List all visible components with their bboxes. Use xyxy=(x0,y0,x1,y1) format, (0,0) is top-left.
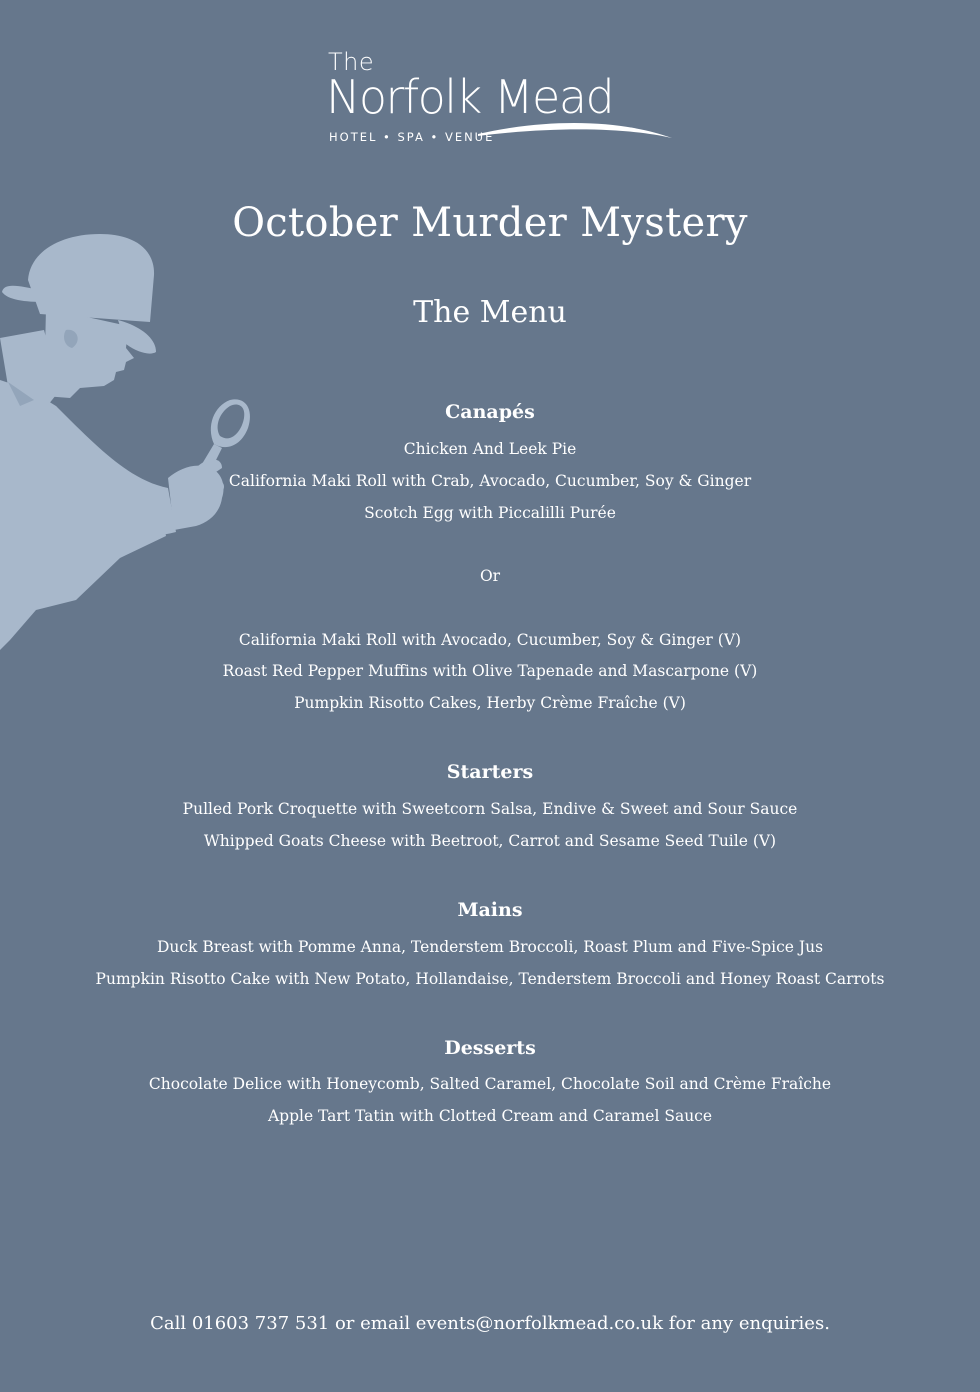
mains-heading: Mains xyxy=(457,899,523,921)
menu-item: Roast Red Pepper Muffins with Olive Tapenade and Mascarpone (V) xyxy=(222,662,758,680)
menu-item: Chocolate Delice with Honeycomb, Salted Caramel, Chocolate Soil and Crème Fraîche xyxy=(148,1075,832,1093)
desserts-heading: Desserts xyxy=(444,1037,536,1059)
menu-item: Pumpkin Risotto Cakes, Herby Crème Fraîche (V) xyxy=(294,694,686,712)
menu-item: California Maki Roll with Avocado, Cucumber, Soy & Ginger (V) xyxy=(238,631,742,649)
starters-heading: Starters xyxy=(446,761,534,783)
menu-item: Pulled Pork Croquette with Sweetcorn Salsa, Endive & Sweet and Sour Sauce xyxy=(182,800,798,818)
page-title: October Murder Mystery xyxy=(232,200,748,246)
menu-item: Chicken And Leek Pie xyxy=(403,440,577,458)
menu-item: Scotch Egg with Piccalilli Purée xyxy=(364,504,616,522)
menu-item: Duck Breast with Pomme Anna, Tenderstem Broccoli, Roast Plum and Five-Spice Jus xyxy=(156,938,824,956)
logo-tagline: HOTEL • SPA • VENUE xyxy=(329,130,495,144)
footer-contact: Call 01603 737 531 or email events@norfolkmead.co.uk for any enquiries. xyxy=(150,1313,830,1334)
menu-item: Pumpkin Risotto Cake with New Potato, Hollandaise, Tenderstem Broccoli and Honey Roast Carrots xyxy=(95,970,885,988)
logo-the-text: The xyxy=(328,48,375,76)
menu-item: Whipped Goats Cheese with Beetroot, Carrot and Sesame Seed Tuile (V) xyxy=(203,832,777,850)
canapes-heading: Canapés xyxy=(445,401,535,423)
menu-item: Apple Tart Tatin with Clotted Cream and Caramel Sauce xyxy=(267,1107,713,1125)
logo-name-text: Norfolk Mead xyxy=(326,70,614,124)
logo xyxy=(328,48,678,148)
menu-separator: Or xyxy=(479,567,501,585)
page-subtitle: The Menu xyxy=(413,295,567,330)
menu-item: California Maki Roll with Crab, Avocado, Cucumber, Soy & Ginger xyxy=(228,472,752,490)
